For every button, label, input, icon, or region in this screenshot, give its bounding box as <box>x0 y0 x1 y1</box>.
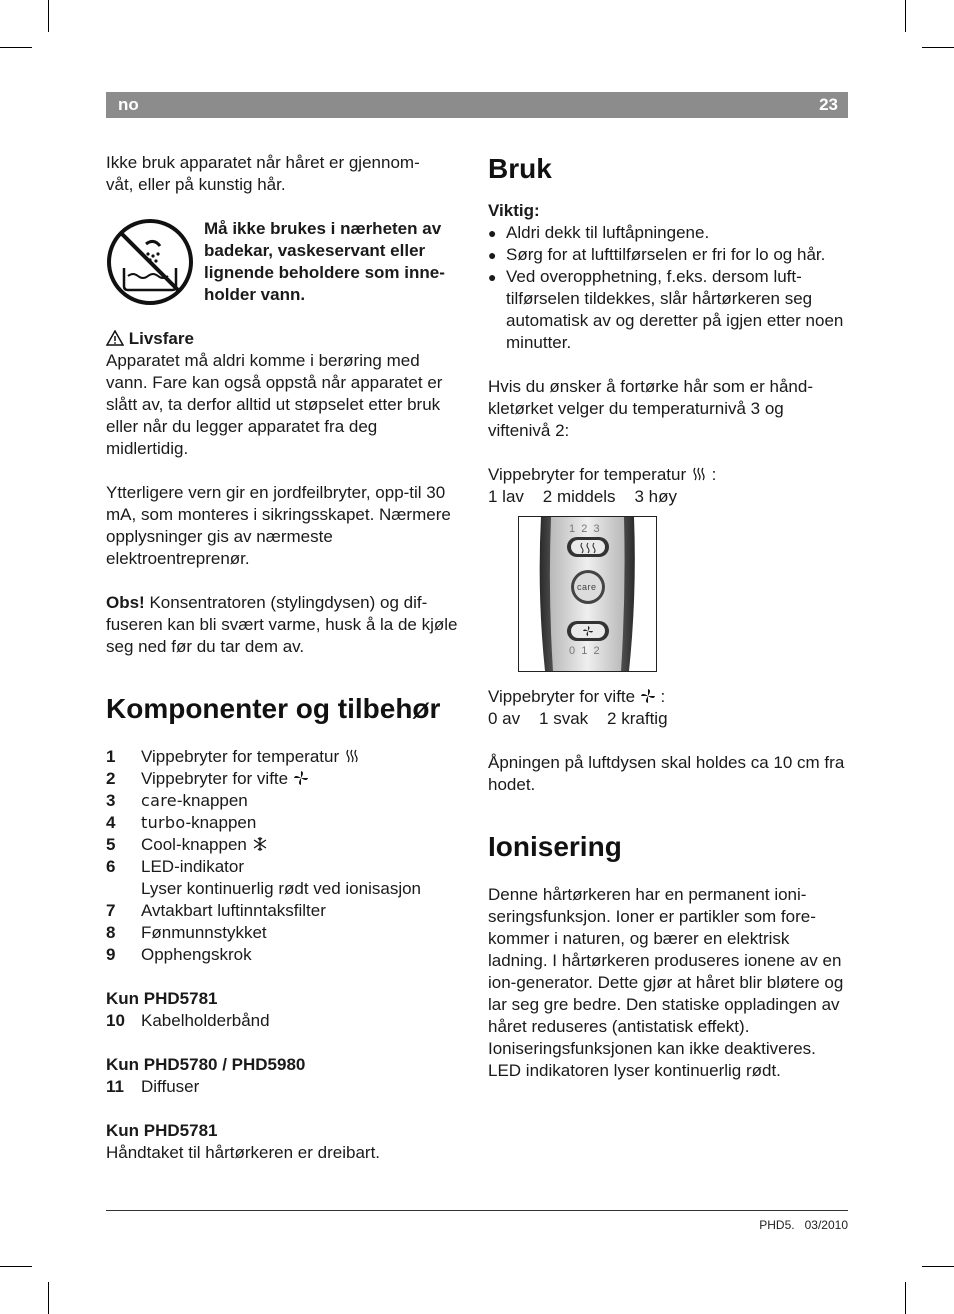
part-number: 1 <box>106 747 116 766</box>
intro-text: Ikke bruk apparatet når håret er gjennom- våt, eller på kunstig hår. <box>106 153 420 194</box>
fan-switch-text: Vippebryter for vifte <box>488 687 636 706</box>
water-warning <box>106 218 462 306</box>
crop-mark <box>48 1282 49 1314</box>
apningen-text: Åpningen på luftdysen skal holdes ca 10 cm fra hodet. <box>488 753 845 794</box>
important-list <box>488 222 850 354</box>
fan-levels: 0 av 1 svak 2 kraftig <box>488 709 668 728</box>
heat-icon <box>344 748 360 764</box>
kun-phd5781-title: Kun PHD5781 <box>106 989 218 1008</box>
crop-mark <box>922 47 954 48</box>
switch-panel-image <box>518 516 657 672</box>
part-label: Cool-knappen <box>141 835 247 854</box>
temp-levels: 1 lav 2 middels 3 høy <box>488 487 677 506</box>
switch-care-label: care <box>577 582 597 592</box>
list-item: ● Ved overopphetning, f.eks. dersom luft-tilførselen tildekkes, slår hårtørkeren seg automatisk av og deretter på igjen etter noen minutter. <box>488 266 850 354</box>
part-label: Diffuser <box>141 1077 200 1096</box>
part-label: LED-indikator <box>141 857 244 876</box>
list-item <box>106 944 462 966</box>
kun-phd5781-title-2: Kun PHD5781 <box>106 1121 218 1140</box>
crop-mark <box>905 0 906 32</box>
components-title: Komponenter og tilbehør <box>106 693 441 724</box>
temp-switch-text: Vippebryter for temperatur <box>488 465 687 484</box>
footer-model: PHD5. <box>759 1218 795 1232</box>
ionisering-title: Ionisering <box>488 831 622 862</box>
part-number: 10 <box>106 1011 125 1030</box>
kun-phd5780-title: Kun PHD5780 / PHD5980 <box>106 1055 306 1074</box>
list-item <box>106 856 462 900</box>
list-item <box>106 1010 462 1032</box>
list-item <box>106 790 462 812</box>
page-number: 23 <box>819 95 838 114</box>
part-number: 4 <box>106 813 116 832</box>
bruk-title: Bruk <box>488 153 552 184</box>
part-code: turbo <box>141 813 186 832</box>
crop-mark <box>905 1282 906 1314</box>
part-sublabel: Lyser kontinuerlig rødt ved ionisasjon <box>141 879 422 898</box>
part-number: 9 <box>106 945 116 964</box>
part-number: 3 <box>106 791 116 810</box>
list-item <box>106 922 462 944</box>
parts-list-phd5781 <box>106 1010 462 1032</box>
part-number: 7 <box>106 901 116 920</box>
fan-icon <box>293 770 309 786</box>
part-label: Vippebryter for vifte <box>141 769 289 788</box>
crop-mark <box>922 1266 954 1267</box>
footer-date: 03/2010 <box>804 1218 848 1232</box>
part-code: care <box>141 791 177 810</box>
fan-switch-label: Vippebryter for vifte : <box>488 687 666 706</box>
list-item: ● Aldri dekk til luftåpningene. <box>488 222 850 244</box>
heat-icon <box>691 466 707 482</box>
list-item <box>106 768 462 790</box>
obs-label: Obs! <box>106 593 145 612</box>
right-column <box>488 152 850 1082</box>
list-item <box>106 900 462 922</box>
part-number: 8 <box>106 923 116 942</box>
obs-text: Konsentratoren (stylingdysen) og dif-fuseren kan bli svært varme, husk å la de kjøle seg ned før du tar dem av. <box>106 593 458 656</box>
part-label: Avtakbart luftinntaksfilter <box>141 901 326 920</box>
livsfare-text: Apparatet må aldri komme i berøring med vann. Fare kan også oppstå når apparatet er slått av, ta derfor alltid ut støpselet etter bruk eller når du legger apparatet fra deg midlertidig. <box>106 351 443 458</box>
language-code: no <box>118 95 139 114</box>
livsfare-heading <box>106 328 462 350</box>
snowflake-icon <box>252 836 268 852</box>
list-item <box>106 812 462 834</box>
crop-mark <box>0 47 32 48</box>
parts-list <box>106 746 462 966</box>
ionisering-text-2: Ioniseringsfunksjonen kan ikke deaktiveres. LED indikatoren lyser kontinuerlig rødt. <box>488 1039 816 1080</box>
part-label: Kabelholderbånd <box>141 1011 270 1030</box>
part-number: 6 <box>106 857 116 876</box>
list-item <box>106 834 462 856</box>
switch-bottom-numbers: 0 1 2 <box>569 645 600 657</box>
handle-text: Håndtaket til hårtørkeren er dreibart. <box>106 1143 381 1162</box>
fan-icon <box>640 688 656 704</box>
list-item: ● Sørg for at lufttilførselen er fri for lo og hår. <box>488 244 850 266</box>
part-number: 5 <box>106 835 116 854</box>
warning-triangle-icon <box>106 330 124 346</box>
footer-divider <box>106 1210 848 1211</box>
ionisering-text: Denne hårtørkeren har en permanent ioni-seringsfunksjon. Ioner er partikler som fore-kommer i naturen, og bærer en elektrisk ladning. I hårtørkeren produseres ionene av en ion-generator. Dette gjør at håret blir bløtere og lar seg gre bedre. Den statiske oppladingen av håret reduseres (antistatisk effekt). <box>488 885 844 1036</box>
page-header <box>106 92 848 118</box>
parts-list-phd5780 <box>106 1076 462 1098</box>
no-water-icon <box>106 218 194 306</box>
list-item <box>106 1076 462 1098</box>
part-label: Fønmunnstykket <box>141 923 267 942</box>
left-column <box>106 152 462 1164</box>
water-warning-text: Må ikke brukes i nærheten av badekar, vaskeservant eller lignende beholdere som inne-holder vann. <box>204 219 445 304</box>
viktig-label: Viktig: <box>488 201 540 220</box>
obs-paragraph <box>106 592 462 658</box>
part-label: Opphengskrok <box>141 945 252 964</box>
list-item <box>106 746 462 768</box>
part-label: -knappen <box>185 813 257 832</box>
crop-mark <box>0 1266 32 1267</box>
livsfare-title: Livsfare <box>128 329 194 348</box>
part-label: -knappen <box>176 791 248 810</box>
switch-top-numbers: 1 2 3 <box>569 523 600 535</box>
part-number: 2 <box>106 769 116 788</box>
hvis-text: Hvis du ønsker å fortørke hår som er hånd-kletørket velger du temperaturnivå 3 og viftenivå 2: <box>488 377 814 440</box>
temp-switch-label: Vippebryter for temperatur : <box>488 465 717 484</box>
page-footer <box>759 1214 848 1236</box>
part-number: 11 <box>106 1077 124 1096</box>
ytterligere-text: Ytterligere vern gir en jordfeilbryter, opp-til 30 mA, som monteres i sikringsskapet. Nærmere opplysninger gis av nærmeste elektroentreprenør. <box>106 483 451 568</box>
crop-mark <box>48 0 49 32</box>
part-label: Vippebryter for temperatur <box>141 747 340 766</box>
